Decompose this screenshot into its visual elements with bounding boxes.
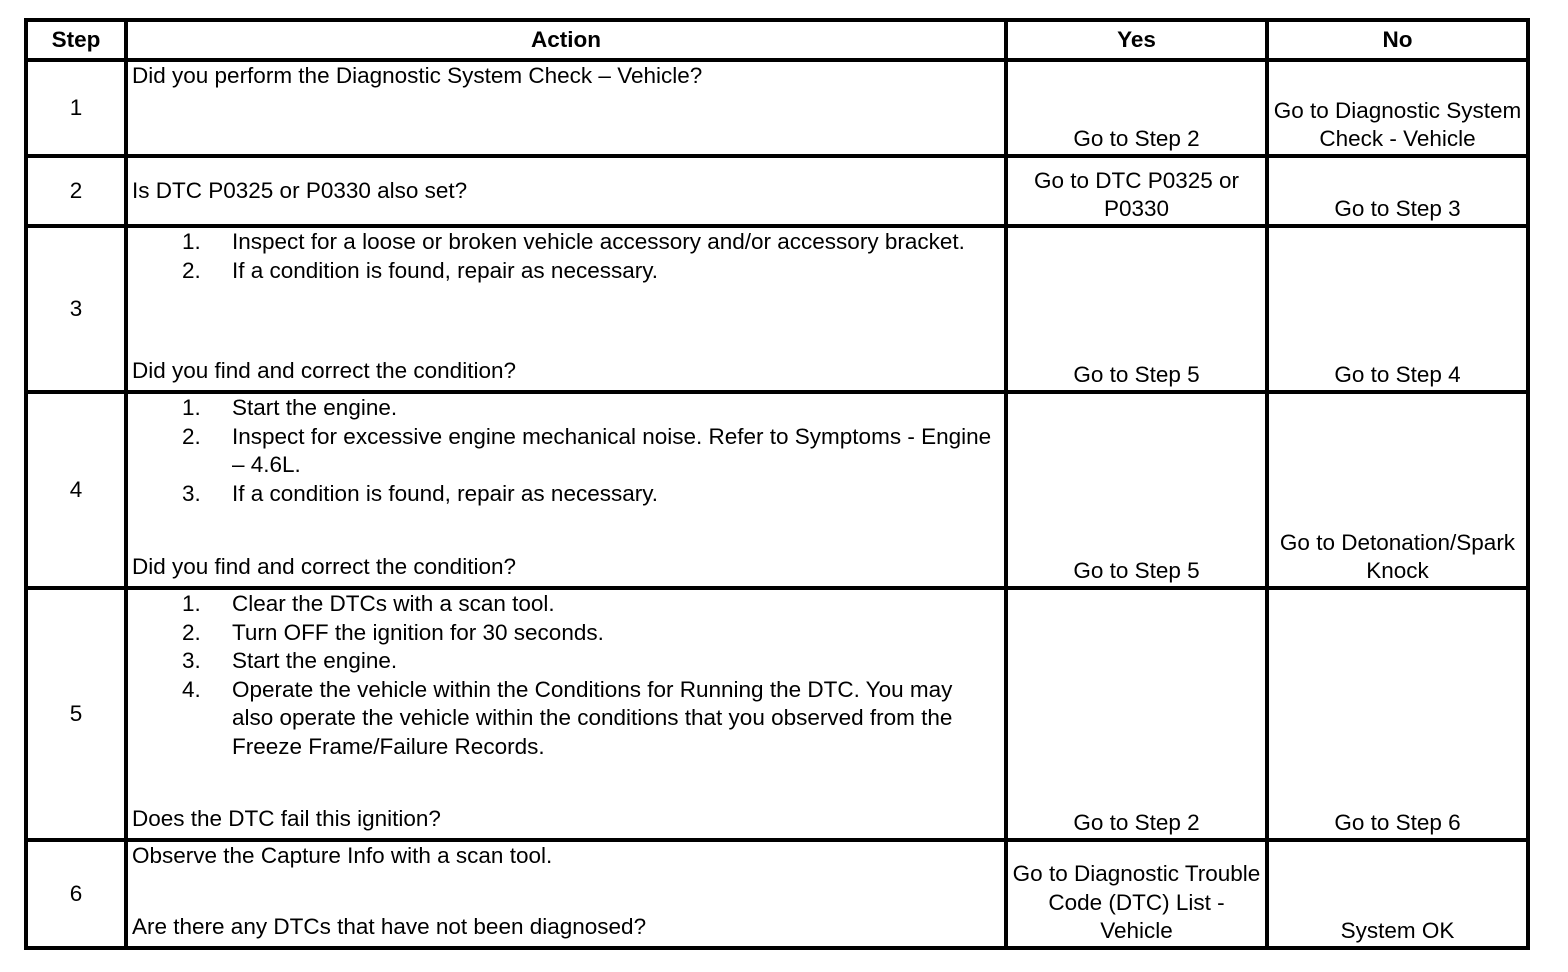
action-cell xyxy=(126,840,1006,948)
table-row xyxy=(26,156,1528,226)
yes-cell: Go to DTC P0325 or P0330 xyxy=(1006,156,1267,226)
action-steps-list xyxy=(132,228,1000,285)
action-cell xyxy=(126,156,1006,226)
header-action: Action xyxy=(126,20,1006,60)
list-item: 2. If a condition is found, repair as necessary. xyxy=(182,257,659,283)
yes-cell: Go to Step 2 xyxy=(1006,60,1267,156)
step-number: 2 xyxy=(26,156,126,226)
table-row xyxy=(26,840,1528,948)
no-cell: Go to Step 4 xyxy=(1267,226,1528,392)
action-steps-list xyxy=(132,394,1000,508)
table-row xyxy=(26,392,1528,588)
step-number: 6 xyxy=(26,840,126,948)
list-item: 3. Start the engine. xyxy=(182,648,398,674)
header-row xyxy=(26,20,1528,60)
header-yes: Yes xyxy=(1006,20,1267,60)
yes-cell: Go to Step 5 xyxy=(1006,226,1267,392)
no-cell: Go to Step 3 xyxy=(1267,156,1528,226)
action-question: Did you find and correct the condition? xyxy=(132,554,516,580)
list-item: 1. Inspect for a loose or broken vehicle accessory and/or accessory bracket. xyxy=(182,229,965,254)
action-question: Did you find and correct the condition? xyxy=(132,358,516,384)
step-number: 5 xyxy=(26,588,126,840)
action-cell xyxy=(126,392,1006,588)
action-steps-list xyxy=(132,590,1000,762)
action-cell xyxy=(126,226,1006,392)
step-number: 4 xyxy=(26,392,126,588)
action-cell xyxy=(126,60,1006,156)
header-step: Step xyxy=(26,20,126,60)
yes-cell: Go to Step 2 xyxy=(1006,588,1267,840)
list-item: 1. Start the engine. xyxy=(182,395,398,420)
diagnostic-table xyxy=(24,18,1530,950)
list-item: 3. If a condition is found, repair as necessary. xyxy=(182,480,659,506)
header-no: No xyxy=(1267,20,1528,60)
list-item: 1. Clear the DTCs with a scan tool. xyxy=(182,591,555,616)
table-row xyxy=(26,588,1528,840)
action-question: Is DTC P0325 or P0330 also set? xyxy=(132,177,468,203)
step-number: 1 xyxy=(26,60,126,156)
yes-cell: Go to Diagnostic Trouble Code (DTC) List - Vehicle xyxy=(1006,840,1267,948)
no-cell: Go to Step 6 xyxy=(1267,588,1528,840)
action-question: Does the DTC fail this ignition? xyxy=(132,806,441,832)
no-cell: Go to Detonation/Spark Knock xyxy=(1267,392,1528,588)
action-intro: Observe the Capture Info with a scan tool. xyxy=(132,843,553,868)
list-item: 2. Inspect for excessive engine mechanical noise. Refer to Symptoms - Engine – 4.6L. xyxy=(182,423,992,478)
table-row xyxy=(26,226,1528,392)
table-row xyxy=(26,60,1528,156)
list-item: 4. Operate the vehicle within the Conditions for Running the DTC. You may also operate the vehicle within the conditions that you observed from the Freeze Frame/Failure Records. xyxy=(182,676,953,759)
action-question: Are there any DTCs that have not been diagnosed? xyxy=(132,914,647,940)
list-item: 2. Turn OFF the ignition for 30 seconds. xyxy=(182,619,604,645)
action-intro: Did you perform the Diagnostic System Check – Vehicle? xyxy=(132,63,703,88)
action-cell xyxy=(126,588,1006,840)
step-number: 3 xyxy=(26,226,126,392)
no-cell: System OK xyxy=(1267,840,1528,948)
no-cell: Go to Diagnostic System Check - Vehicle xyxy=(1267,60,1528,156)
yes-cell: Go to Step 5 xyxy=(1006,392,1267,588)
